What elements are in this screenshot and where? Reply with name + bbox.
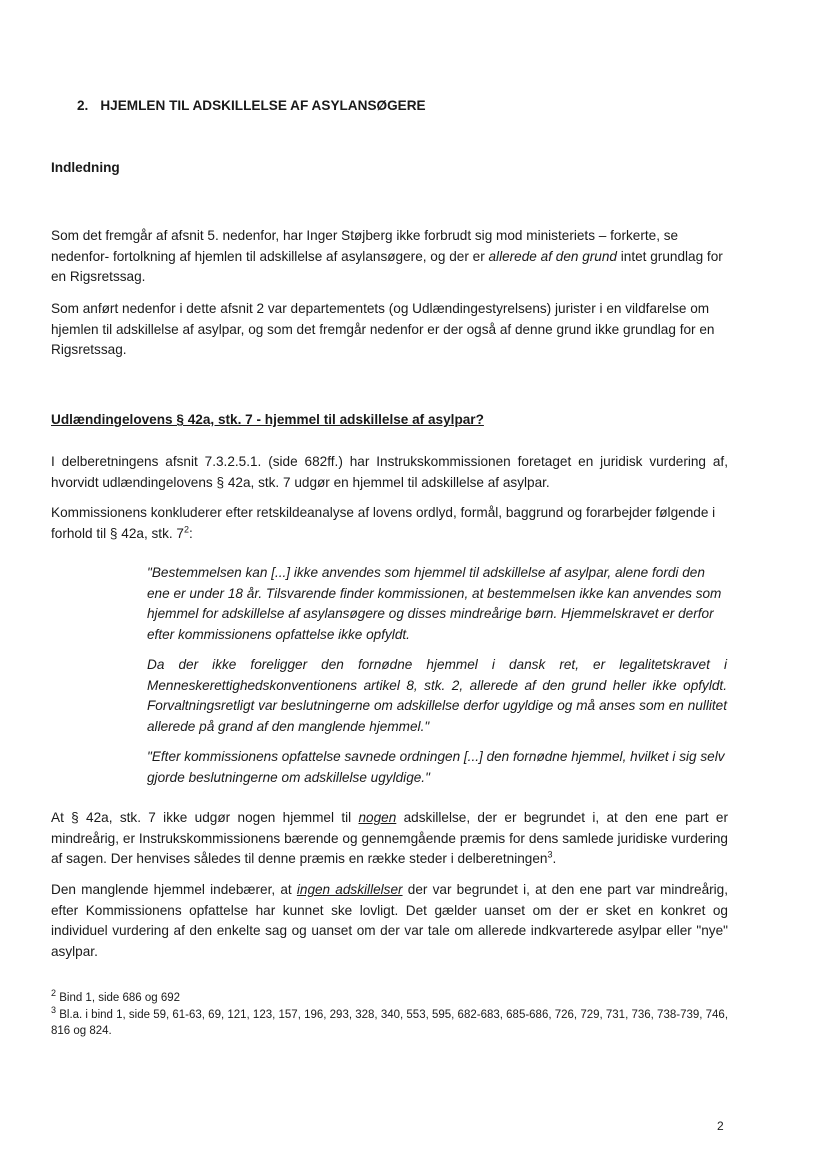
sub-p4-after: der var begrundet i, at den ene part var mindreårig, efter Kommissionens opfattelse har kunnet ske lovligt. Det gælder uanset om der er sket en konkret og individuel vurdering af den enkelte sag og uanset om der var tale om allerede indkvarterede asylpar eller "nye" asylpar. <box>51 882 729 959</box>
footnotes <box>51 990 731 1040</box>
intro-heading: Indledning <box>51 160 120 175</box>
subsection-paragraph-3 <box>51 808 728 870</box>
quote-1: "Bestemmelsen kan [...] ikke anvendes som hjemmel til adskillelse af asylpar, alene fordi den ene er under 18 år. Tilsvarende finder kommissionen, at bestemmelsen ikke kan anvendes som hjemmel for adskillelse af asylansøgere og disses mindreårige børn. Hjemmelskravet er derfor efter kommissionens opfattelse ikke opfyldt. <box>147 565 722 642</box>
quote-2: Da der ikke foreligger den fornødne hjemmel i dansk ret, er legalitetskravet i Menneskerettighedskonventionens artikel 8, stk. 2, allerede af den grund heller ikke opfyldt. Forvaltningsretligt var beslutningerne om adskillelse derfor ugyldige og må anses som en nullitet allerede på grand af den manglende hjemmel." <box>147 657 727 734</box>
intro-p1-before: Som det fremgår af afsnit 5. nedenfor, har Inger Støjberg ikke forbrudt sig mod ministeriets – forkerte, se nedenfor- fortolkning af hjemlen til adskillelse af asylansøgere, og der er <box>51 228 679 264</box>
footnote-ref-3: 3 <box>547 849 553 860</box>
subsection-paragraph-4 <box>51 880 728 962</box>
sub-p3-emph: nogen <box>358 810 397 825</box>
footnote-mark: 2 <box>51 988 57 999</box>
quote-3: "Efter kommissionens opfattelse savnede ordningen [...] den fornødne hjemmel, hvilket i sig selv gjorde beslutningerne om adskillelse ugyldige." <box>147 749 725 785</box>
subsection-paragraph-2 <box>51 503 731 544</box>
footnote-2 <box>51 990 731 1007</box>
section-title-text: HJEMLEN TIL ADSKILLELSE AF ASYLANSØGERE <box>100 98 426 113</box>
intro-paragraph-2: Som anført nedenfor i dette afsnit 2 var departementets (og Udlændingestyrelsens) jurister i en vildfarelse om hjemlen til adskillelse af asylpar, og som det fremgår nedenfor er der også af denne grund ikke grundlag for en Rigsretssag. <box>51 301 715 357</box>
footnote-mark: 3 <box>51 1004 57 1015</box>
intro-paragraph-1 <box>51 226 727 288</box>
sub-p4-emph: ingen adskillelser <box>296 882 403 897</box>
footnote-text: Bind 1, side 686 og 692 <box>59 992 181 1004</box>
sub-p3-end: . <box>552 851 557 866</box>
footnote-3 <box>51 1004 731 1040</box>
subsection-paragraph-1: I delberetningens afsnit 7.3.2.5.1. (side 682ff.) har Instrukskommissionen foretaget en juridisk vurdering af, hvorvidt udlændingelovens § 42a, stk. 7 udgør en hjemmel til adskillelse af asylpar. <box>51 454 728 490</box>
sub-p2-text: Kommissionens konkluderer efter retskildeanalyse af lovens ordlyd, formål, baggrund og forarbejder følgende i forhold til § 42a, stk. 7 <box>51 505 716 541</box>
footnote-text: Bl.a. i bind 1, side 59, 61-63, 69, 121, 123, 157, 196, 293, 328, 340, 553, 595, 682-683, 685-686, 726, 729, 731, 736, 738-739, 746, 816 og 824. <box>51 1008 729 1037</box>
footnote-ref-2: 2 <box>184 523 190 534</box>
intro-p1-after: intet grundlag for en Rigsretssag. <box>51 248 723 284</box>
subsection-heading: Udlændingelovens § 42a, stk. 7 - hjemmel til adskillelse af asylpar? <box>51 412 484 427</box>
sub-p4-before: Den manglende hjemmel indebærer, at <box>51 882 297 897</box>
section-title <box>77 98 426 113</box>
sub-p3-before: At § 42a, stk. 7 ikke udgør nogen hjemmel til <box>51 810 359 825</box>
sub-p2-end: : <box>189 525 193 541</box>
sub-p3-after: adskillelse, der er begrundet i, at den ene part er mindreårig, er Instrukskommissionens bærende og gennemgående præmis for dens samlede juridiske vurdering af sagen. Der henvises således til denne præmis en række steder i delberetningen <box>51 810 728 866</box>
intro-p1-italic: allerede af den grund <box>488 248 617 264</box>
section-number: 2. <box>77 98 89 113</box>
page-number: 2 <box>717 1119 724 1133</box>
